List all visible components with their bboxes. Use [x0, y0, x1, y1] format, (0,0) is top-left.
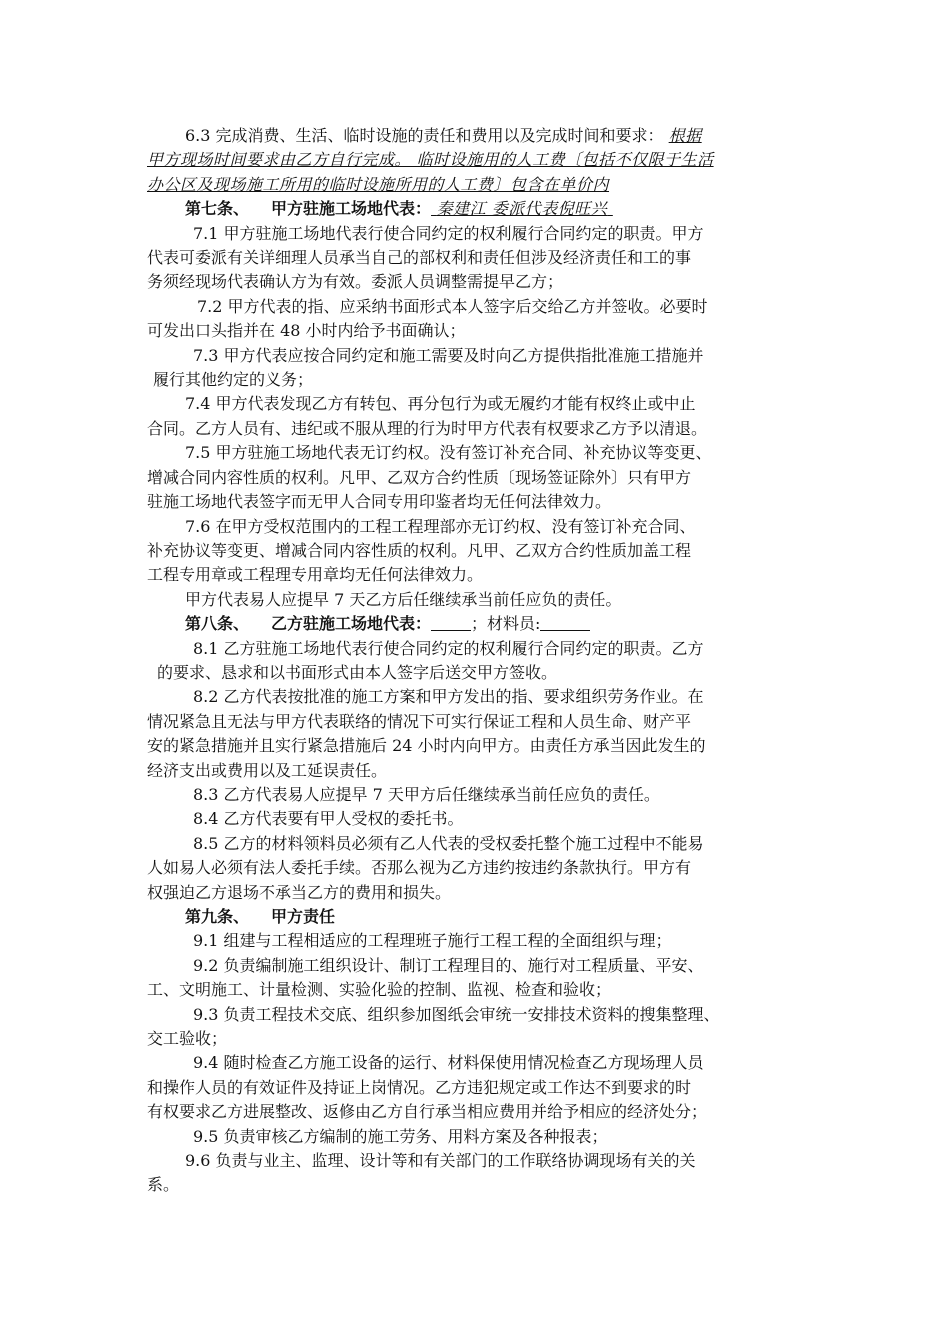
clause-7-representative-change: 甲方代表易人应提早 7 天乙方后任继续承当前任应负的责任。	[185, 589, 622, 609]
article-9-title: 第九条、	[185, 907, 250, 926]
clause-8-2-line-4: 经济支出或费用以及工延误责任。	[147, 760, 388, 780]
article-7-title: 第七条、	[185, 199, 250, 219]
article-9-subtitle: 甲方责任	[271, 907, 336, 926]
clause-9-4-line-2: 和操作人员的有效证件及持证上岗情况。乙方违犯规定或工作达不到要求的时	[147, 1077, 692, 1097]
clause-8-2-line-1: 8.2 乙方代表按批准的施工方案和甲方发出的指、要求组织劳务作业。在	[193, 687, 704, 707]
clause-8-2-line-2: 情况紧急且无法与甲方代表联络的情况下可实行保证工程和人员生命、财产平	[147, 711, 692, 731]
clause-8-5-line-2: 人如易人必须有法人委托手续。否那么视为乙方违约按违约条款执行。甲方有	[147, 858, 692, 878]
clause-9-4-line-1: 9.4 随时检查乙方施工设备的运行、材料保使用情况检查乙方现场理人员	[193, 1053, 704, 1073]
clause-8-2-line-3: 安的紧急措施并且实行紧急措施后 24 小时内向甲方。由责任方承当因此发生的	[147, 736, 706, 756]
clause-6-3-underlined-3: 办公区及现场施工所用的临时设施所用的人工费〕包含在单价内	[147, 174, 610, 194]
article-8-material-blank	[540, 614, 590, 631]
clause-7-6-line-1: 7.6 在甲方受权范围内的工程工程理部亦无订约权、没有签订补充合同、	[185, 516, 696, 536]
clause-9-2-line-1: 9.2 负责编制施工组织设计、制订工程理目的、施行对工程质量、平安、	[193, 955, 704, 975]
article-8-material-label: 材料员:	[487, 614, 541, 634]
clause-7-5-line-3: 驻施工场地代表签字而无甲人合同专用印鉴者均无任何法律效力。	[147, 492, 612, 512]
clause-7-5-line-1: 7.5 甲方驻施工场地代表无订约权。没有签订补充合同、补充协议等变更、	[185, 443, 712, 463]
clause-9-1: 9.1 组建与工程相适应的工程理班子施行工程工程的全面组织与理；	[193, 931, 672, 951]
clause-9-2-line-2: 工、文明施工、计量检测、实验化验的控制、监视、检查和验收；	[147, 980, 612, 1000]
clause-7-3-line-2: 履行其他约定的义务；	[153, 370, 314, 390]
clause-7-2-line-2: 可发出口头指并在 48 小时内给予书面确认；	[147, 321, 466, 341]
clause-7-5-line-2: 增减合同内容性质的权利。凡甲、乙双方合约性质〔现场签证除外〕只有甲方	[147, 467, 692, 487]
article-8-subtitle: 乙方驻施工场地代表：	[271, 614, 432, 634]
clause-8-1-line-1: 8.1 乙方驻施工场地代表行使合同约定的权利履行合同约定的职责。乙方	[193, 638, 704, 658]
article-7-representative	[431, 199, 613, 218]
clause-9-5: 9.5 负责审核乙方编制的施工劳务、用料方案及各种报表；	[193, 1126, 608, 1146]
clause-8-5-line-3: 权强迫乙方退场不承当乙方的费用和损失。	[147, 882, 452, 902]
clause-7-1-line-1: 7.1 甲方驻施工场地代表行使合同约定的权利履行合同约定的职责。甲方	[193, 223, 704, 243]
clause-8-3: 8.3 乙方代表易人应提早 7 天甲方后任继续承当前任应负的责任。	[193, 784, 660, 804]
article-7-representative-text: 秦建江 委派代表倪旺兴	[436, 199, 608, 219]
clause-9-4-line-3: 有权要求乙方进展整改、返修由乙方自行承当相应费用并给予相应的经济处分；	[147, 1102, 708, 1122]
article-8-title: 第八条、	[185, 614, 250, 634]
article-7-subtitle: 甲方驻施工场地代表：	[271, 199, 432, 219]
clause-7-4-line-2: 合同。乙方人员有、违纪或不服从理的行为时甲方代表有权要求乙方予以清退。	[147, 418, 708, 438]
clause-6-3	[147, 124, 807, 148]
article-9-heading	[147, 905, 807, 929]
clause-9-3-line-2: 交工验收；	[147, 1029, 228, 1049]
clause-6-3-underlined-1: 根据	[668, 126, 702, 145]
clause-8-1-line-2: 的要求、恳求和以书面形式由本人签字后送交甲方签收。	[157, 662, 558, 682]
clause-7-1-line-3: 务须经现场代表确认方为有效。委派人员调整需提早乙方；	[147, 272, 564, 292]
clause-7-1-line-2: 代表可委派有关详细理人员承当自己的部权利和责任但涉及经济责任和工的事	[147, 248, 692, 268]
clause-8-5-line-1: 8.5 乙方的材料领料员必须有乙人代表的受权委托整个施工过程中不能易	[193, 833, 704, 853]
clause-7-6-line-3: 工程专用章或工程理专用章均无任何法律效力。	[147, 565, 484, 585]
article-8-separator: ；	[471, 614, 488, 634]
article-8-heading	[147, 612, 807, 636]
clause-6-3-lead: 6.3 完成消费、生活、临时设施的责任和费用以及完成时间和要求：	[185, 126, 664, 145]
article-7-heading	[147, 197, 807, 221]
document-page	[147, 124, 807, 1198]
article-8-representative-blank	[431, 614, 471, 631]
clause-7-2-line-1: 7.2 甲方代表的指、应采纳书面形式本人签字后交给乙方并签收。必要时	[197, 296, 708, 316]
clause-8-4: 8.4 乙方代表要有甲人受权的委托书。	[193, 809, 464, 829]
clause-9-6-line-2: 系。	[147, 1175, 180, 1195]
clause-9-6-line-1: 9.6 负责与业主、监理、设计等和有关部门的工作联络协调现场有关的关	[185, 1151, 696, 1171]
clause-9-3-line-1: 9.3 负责工程技术交底、组织参加图纸会审统一安排技术资料的搜集整理、	[193, 1004, 720, 1024]
clause-7-3-line-1: 7.3 甲方代表应按合同约定和施工需要及时向乙方提供指批准施工措施并	[193, 345, 704, 365]
clause-7-4-line-1: 7.4 甲方代表发现乙方有转包、再分包行为或无履约才能有权终止或中止	[185, 394, 696, 414]
clause-7-6-line-2: 补充协议等变更、增减合同内容性质的权利。凡甲、乙双方合约性质加盖工程	[147, 540, 692, 560]
clause-6-3-underlined-2: 甲方现场时间要求由乙方自行完成。 临时设施用的人工费〔包括不仅限于生活	[147, 150, 714, 170]
